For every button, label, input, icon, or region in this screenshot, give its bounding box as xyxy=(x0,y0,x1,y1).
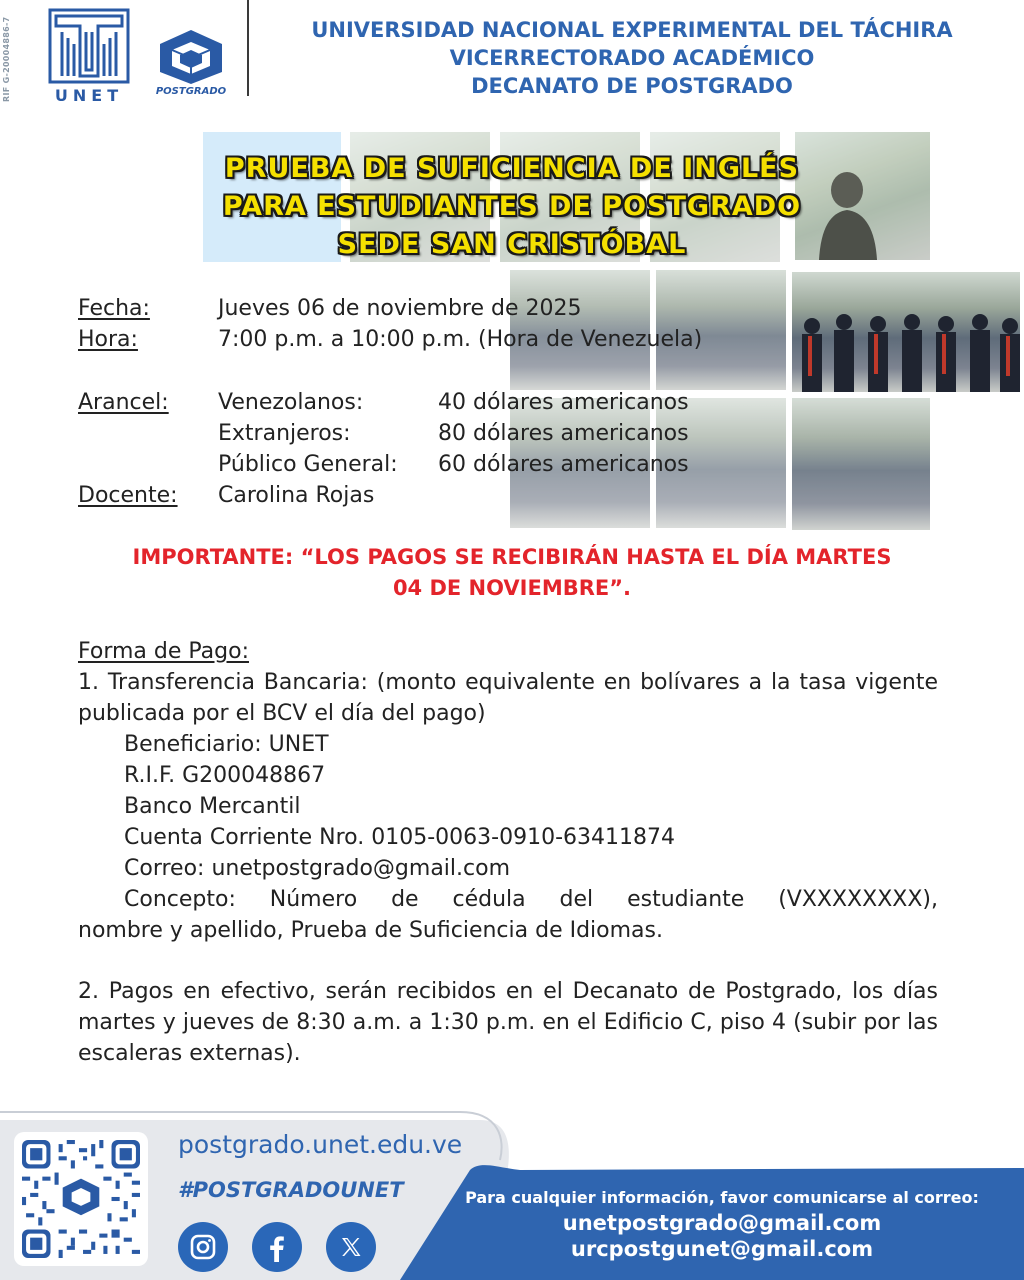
payment-concepto-cont: nombre y apellido, Prueba de Suficiencia de Idiomas. xyxy=(78,918,663,943)
payment-section xyxy=(78,636,938,946)
fee-group: Público General: xyxy=(218,452,398,477)
hora-label: Hora: xyxy=(78,327,138,352)
collage-tile xyxy=(792,398,930,530)
postgrado-hexagon-icon xyxy=(150,28,232,86)
payment-banco: Banco Mercantil xyxy=(124,794,301,819)
arancel-label: Arancel: xyxy=(78,390,169,415)
payment-rif: R.I.F. G200048867 xyxy=(124,763,326,788)
decanato: DECANATO DE POSTGRADO xyxy=(471,74,793,98)
important-line-2: 04 DE NOVIEMBRE”. xyxy=(392,576,632,600)
website-link[interactable]: postgrado.unet.edu.ve xyxy=(178,1130,463,1159)
qr-code[interactable] xyxy=(14,1132,148,1266)
important-notice xyxy=(60,542,964,604)
contact-email[interactable]: urcpostgunet@gmail.com xyxy=(570,1237,874,1261)
collage-tile-graduates xyxy=(792,272,1020,392)
fee-amount: 60 dólares americanos xyxy=(438,452,689,477)
postgrado-logo xyxy=(150,28,232,100)
facebook-icon[interactable] xyxy=(252,1222,302,1272)
unet-emblem-icon xyxy=(48,8,130,84)
payment-correo: Correo: unetpostgrado@gmail.com xyxy=(124,856,510,881)
title-line-3: SEDE SAN CRISTÓBAL xyxy=(337,229,687,260)
hashtag: #POSTGRADOUNET xyxy=(178,1178,404,1202)
docente-label: Docente: xyxy=(78,483,178,508)
fee-amount: 80 dólares americanos xyxy=(438,421,689,446)
postgrado-logo-text: POSTGRADO xyxy=(155,86,227,97)
contact-info xyxy=(420,1186,1024,1262)
hora-value: 7:00 p.m. a 10:00 p.m. (Hora de Venezuela) xyxy=(218,327,703,352)
important-line-1: IMPORTANTE: “LOS PAGOS SE RECIBIRÁN HASTA EL DÍA MARTES xyxy=(132,545,892,569)
fee-group: Venezolanos: xyxy=(218,390,364,415)
unet-logo xyxy=(48,8,130,105)
graduates-icon xyxy=(792,272,1020,392)
fee-amount: 40 dólares americanos xyxy=(438,390,689,415)
docente-value: Carolina Rojas xyxy=(218,483,375,508)
vicerrectorado: VICERRECTORADO ACADÉMICO xyxy=(449,46,815,70)
contact-email[interactable]: unetpostgrado@gmail.com xyxy=(562,1211,882,1235)
fee-group: Extranjeros: xyxy=(218,421,351,446)
event-title xyxy=(180,150,844,264)
instagram-icon[interactable] xyxy=(178,1222,228,1272)
rif-vertical-text: RIF G-20004886-7 xyxy=(2,16,11,102)
fecha-value: Jueves 06 de noviembre de 2025 xyxy=(218,296,582,321)
header-divider xyxy=(247,0,249,96)
payment-cash: 2. Pagos en efectivo, serán recibidos en el Decanato de Postgrado, los días martes y jueves de 8:30 a.m. a 1:30 p.m. en el Edificio C, piso 4 (subir por las escaleras externas). xyxy=(78,979,938,1066)
payment-concepto: Concepto: Número de cédula del estudiante (VXXXXXXXX), xyxy=(124,887,938,912)
payment-transfer: 1. Transferencia Bancaria: (monto equivalente en bolívares a la tasa vigente publicada por el BCV el día del pago) xyxy=(78,670,938,726)
x-twitter-icon[interactable] xyxy=(326,1222,376,1272)
payment-heading: Forma de Pago: xyxy=(78,639,249,664)
title-line-2: PARA ESTUDIANTES DE POSTGRADO xyxy=(222,191,802,222)
qr-code-icon xyxy=(22,1140,140,1258)
payment-cuenta: Cuenta Corriente Nro. 0105-0063-0910-63411874 xyxy=(124,825,675,850)
title-line-1: PRUEBA DE SUFICIENCIA DE INGLÉS xyxy=(224,153,800,184)
contact-intro: Para cualquier información, favor comunicarse al correo: xyxy=(465,1188,979,1207)
payment-beneficiario: Beneficiario: UNET xyxy=(124,732,329,757)
institution-name: UNIVERSIDAD NACIONAL EXPERIMENTAL DEL TÁCHIRA xyxy=(311,18,953,42)
institution-header xyxy=(300,16,964,100)
unet-logo-text: UNET xyxy=(54,86,124,105)
fecha-label: Fecha: xyxy=(78,296,150,321)
